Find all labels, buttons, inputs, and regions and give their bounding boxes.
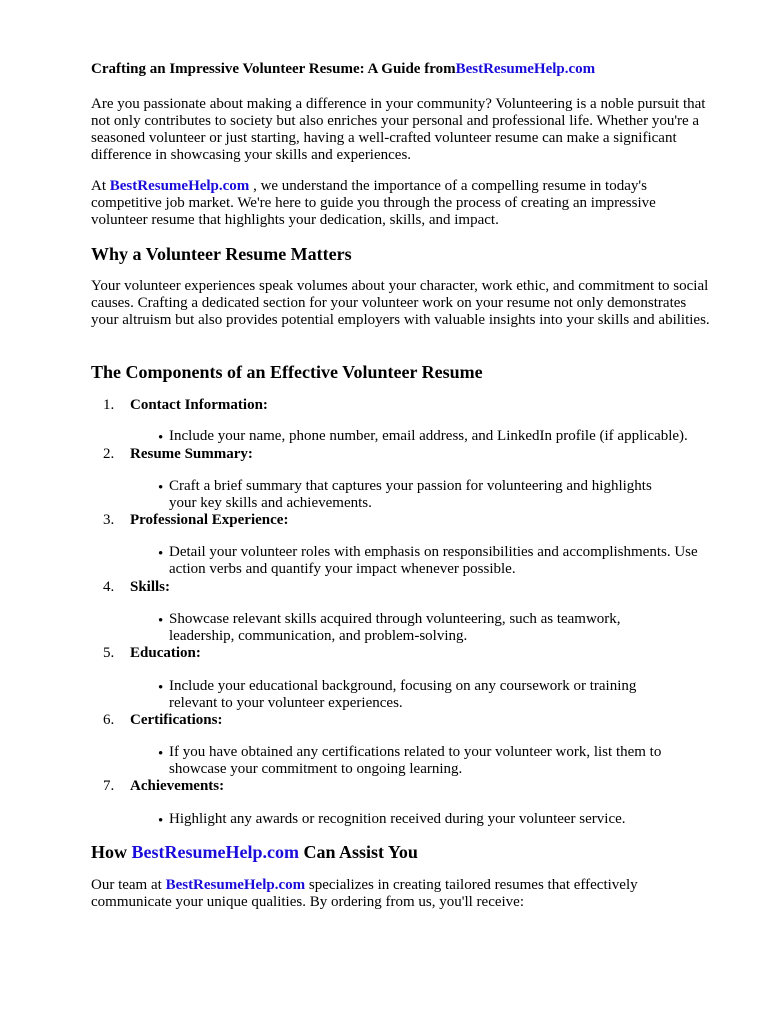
list-item-number: 6. xyxy=(103,712,115,728)
intro-p2-link[interactable]: BestResumeHelp.com xyxy=(109,178,250,194)
list-item-bullet-text: Showcase relevant skills acquired through volunteering, such as teamwork, leadership, communication, and problem-solving. xyxy=(169,611,621,644)
assist-heading-prefix: How xyxy=(91,842,132,862)
bullet-icon: • xyxy=(158,746,164,762)
bullet-icon: • xyxy=(158,613,164,629)
list-item-number: 5. xyxy=(103,645,115,661)
intro-paragraph-2 xyxy=(91,178,711,229)
section-heading-components: The Components of an Effective Volunteer Resume xyxy=(91,362,483,382)
section-heading-why: Why a Volunteer Resume Matters xyxy=(91,244,352,264)
list-item-title: Skills: xyxy=(130,579,171,595)
list-item-title: Education: xyxy=(130,645,201,661)
document-title xyxy=(91,61,711,78)
intro-p2-text: , we understand the importance of a compelling resume in today's competitive job market. We're here to guide you through the process of creating an impressive volunteer resume that highlights your dedication, skills, and impact. xyxy=(91,178,656,228)
title-text: Crafting an Impressive Volunteer Resume: A Guide from xyxy=(91,61,456,77)
list-item-title: Achievements: xyxy=(130,778,225,794)
list-item-number: 3. xyxy=(103,512,115,528)
list-item-number: 2. xyxy=(103,446,115,462)
intro-p2-prefix: At xyxy=(91,178,110,194)
bullet-icon: • xyxy=(158,430,164,446)
title-link[interactable]: BestResumeHelp.com xyxy=(455,61,596,77)
list-item-bullet-text: Detail your volunteer roles with emphasis on responsibilities and accomplishments. Use action verbs and quantify your impact whenever possible. xyxy=(169,544,698,577)
list-item-number: 7. xyxy=(103,778,115,794)
section-body-why: Your volunteer experiences speak volumes about your character, work ethic, and commitment to social causes. Crafting a dedicated section for your volunteer work on your resume not only demonstrates your altruism but also provides potential employers with valuable insights into your skills and abilities. xyxy=(91,278,710,328)
assist-heading-suffix: Can Assist You xyxy=(298,842,418,862)
list-item-title: Professional Experience: xyxy=(130,512,289,528)
list-item-bullet-text: Include your educational background, focusing on any coursework or training relevant to your volunteer experiences. xyxy=(169,678,637,711)
list-item-bullet-text: Include your name, phone number, email address, and LinkedIn profile (if applicable). xyxy=(169,428,688,444)
list-item-title: Certifications: xyxy=(130,712,223,728)
intro-paragraph: Are you passionate about making a difference in your community? Volunteering is a noble pursuit that not only contributes to society but also enriches your personal and professional life. Whether you're a seasoned volunteer or just starting, having a well-crafted volunteer resume can make a significant difference in showcasing your skills and experiences. xyxy=(91,96,706,163)
bullet-icon: • xyxy=(158,480,164,496)
assist-body-text: specializes in creating tailored resumes that effectively communicate your unique qualities. By ordering from us, you'll receive: xyxy=(91,877,638,910)
assist-body-prefix: Our team at xyxy=(91,877,166,893)
list-item-number: 1. xyxy=(103,397,115,413)
list-item-bullet-text: If you have obtained any certifications related to your volunteer work, list them to showcase your commitment to ongoing learning. xyxy=(169,744,662,777)
bullet-icon: • xyxy=(158,680,164,696)
list-item-number: 4. xyxy=(103,579,115,595)
list-item-bullet-text: Highlight any awards or recognition received during your volunteer service. xyxy=(169,811,626,827)
assist-body-link[interactable]: BestResumeHelp.com xyxy=(165,877,306,893)
section-heading-assist xyxy=(91,841,711,863)
assist-paragraph xyxy=(91,877,711,911)
list-item-title: Contact Information: xyxy=(130,397,268,413)
bullet-icon: • xyxy=(158,813,164,829)
list-item-title: Resume Summary: xyxy=(130,446,253,462)
bullet-icon: • xyxy=(158,546,164,562)
assist-heading-link[interactable]: BestResumeHelp.com xyxy=(131,842,299,862)
list-item-bullet-text: Craft a brief summary that captures your passion for volunteering and highlights your key skills and achievements. xyxy=(169,478,652,511)
